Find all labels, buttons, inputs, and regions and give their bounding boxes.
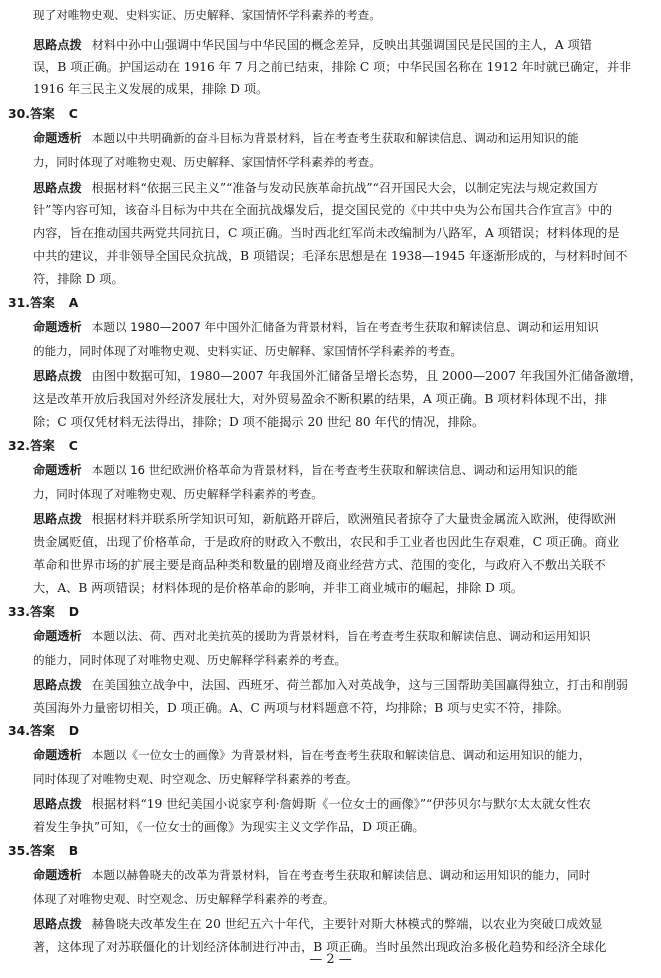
- analysis-line: 思路点拨 由图中数据可知，1980—2007 年我国外汇储备呈增长态势，且 2000—2007 年我国外汇储备激增，: [33, 369, 642, 383]
- answer-34: 34.答案 D: [8, 723, 80, 738]
- intent-line: 命题透析 本题以《一位女士的画像》为背景材料，旨在考查考生获取和解读信息、调动和运用知识的能力，: [33, 748, 591, 762]
- text-line: 力，同时体现了对唯物史观、历史解释、家国情怀学科素养的考查。: [33, 155, 381, 169]
- text-line: 的能力，同时体现了对唯物史观、历史解释学科素养的考查。: [33, 653, 347, 667]
- text-line: 除；C 项仅凭材料无法得出，排除；D 项不能揭示 20 世纪 80 年代的情况，排除。: [33, 415, 485, 429]
- intent-line: 命题透析 本题以中共明确新的奋斗目标为背景材料，旨在考查考生获取和解读信息、调动和运用知识的能: [33, 131, 579, 145]
- page-number: — 2 —: [309, 952, 352, 967]
- text-line: 误，B 项正确。护国运动在 1916 年 7 月之前已结束，排除 C 项；中华民国名称在 1912 年时就已确定，并非: [33, 60, 632, 74]
- text-line: 贵金属贬值，出现了价格革命，于是政府的财政入不敷出，农民和手工业者也因此生存艰难，C 项正确。商业: [33, 535, 620, 549]
- analysis-line: 思路点拨 在美国独立战争中，法国、西班牙、荷兰都加入对英战争，这与三国帮助美国赢得独立，打击和削弱: [33, 678, 628, 692]
- analysis-line: 思路点拨 材料中孙中山强调中华民国与中华民国的概念差异，反映出其强调国民是民国的主人，A 项错: [33, 38, 592, 52]
- text-line: 内容，旨在推动国共两党共同抗日，C 项正确。当时西北红军尚未改编制为八路军，A 项错误；材料体现的是: [33, 226, 620, 240]
- text-line: 的能力，同时体现了对唯物史观、史料实证、历史解释、家国情怀学科素养的考查。: [33, 344, 462, 358]
- text-line: 这是改革开放后我国对外经济发展壮大，对外贸易盈余不断积累的结果，A 项正确。B 项材料体现不出，排: [33, 392, 607, 406]
- intent-line: 命题透析 本题以 16 世纪欧洲价格革命为背景材料，旨在考查考生获取和解读信息、调动和运用知识的能: [33, 463, 578, 477]
- analysis-line: 思路点拨 赫鲁晓夫改革发生在 20 世纪五六十年代，主要针对斯大林模式的弊端，以农业为突破口成效显: [33, 917, 603, 931]
- text-line: 体现了对唯物史观、时空观念、历史解释学科素养的考查。: [33, 892, 335, 906]
- text-line: 针”等内容可知，该奋斗目标为中共在全面抗战爆发后，提交国民党的《中共中央为公布国共合作宣言》中的: [33, 203, 613, 217]
- answer-33: 33.答案 D: [8, 604, 80, 619]
- analysis-line: 思路点拨 根据材料“19 世纪美国小说家亨利·詹姆斯《一位女士的画像》”“伊莎贝尔与默尔太太就女性农: [33, 797, 591, 811]
- text-line: 现了对唯物史观、史料实证、历史解释、家国情怀学科素养的考查。: [33, 8, 381, 22]
- text-line: 中共的建议，并非领导全国民众抗战，B 项错误；毛泽东思想是在 1938—1945 年逐渐形成的，与材料时间不: [33, 249, 628, 263]
- text-line: 1916 年三民主义发展的成果，排除 D 项。: [33, 82, 269, 96]
- text-line: 革命和世界市场的扩展主要是商品种类和数量的剧增及商业经营方式、范围的变化，与政府入不敷出关联不: [33, 558, 606, 572]
- answer-31: 31.答案 A: [8, 295, 79, 310]
- text-line: 大，A、B 两项错误；材料体现的是价格革命的影响，并非工商业城市的崛起，排除 D 项。: [33, 581, 524, 595]
- text-line: 英国海外力量密切相关，D 项正确。A、C 两项与材料题意不符，均排除；B 项与史实不符，排除。: [33, 701, 569, 715]
- intent-line: 命题透析 本题以 1980—2007 年中国外汇储备为背景材料，旨在考查考生获取和解读信息、调动和运用知识: [33, 320, 599, 334]
- analysis-line: 思路点拨 根据材料并联系所学知识可知，新航路开辟后，欧洲殖民者掠夺了大量贵金属流入欧洲，使得欧洲: [33, 512, 616, 526]
- answer-30: 30.答案 C: [8, 106, 78, 121]
- answer-32: 32.答案 C: [8, 438, 78, 453]
- text-line: 著，这体现了对苏联僵化的计划经济体制进行冲击，B 项正确。当时虽然出现政治多极化趋势和经济全球化: [33, 940, 607, 954]
- analysis-line: 思路点拨 根据材料“依据三民主义”“准备与发动民族革命抗战”“召开国民大会，以制定宪法与规定救国方: [33, 181, 599, 195]
- answer-35: 35.答案 B: [8, 843, 79, 858]
- text-line: 同时体现了对唯物史观、时空观念、历史解释学科素养的考查。: [33, 772, 358, 786]
- intent-line: 命题透析 本题以法、荷、西对北美抗英的援助为背景材料，旨在考查考生获取和解读信息、调动和运用知识: [33, 629, 591, 643]
- text-line: 符，排除 D 项。: [33, 272, 124, 286]
- text-line: 力，同时体现了对唯物史观、历史解释学科素养的考查。: [33, 487, 323, 501]
- intent-line: 命题透析 本题以赫鲁晓夫的改革为背景材料，旨在考查考生获取和解读信息、调动和运用知识的能力，同时: [33, 868, 591, 882]
- text-line: 着发生争执”可知，《一位女士的画像》为现实主义文学作品，D 项正确。: [33, 820, 425, 834]
